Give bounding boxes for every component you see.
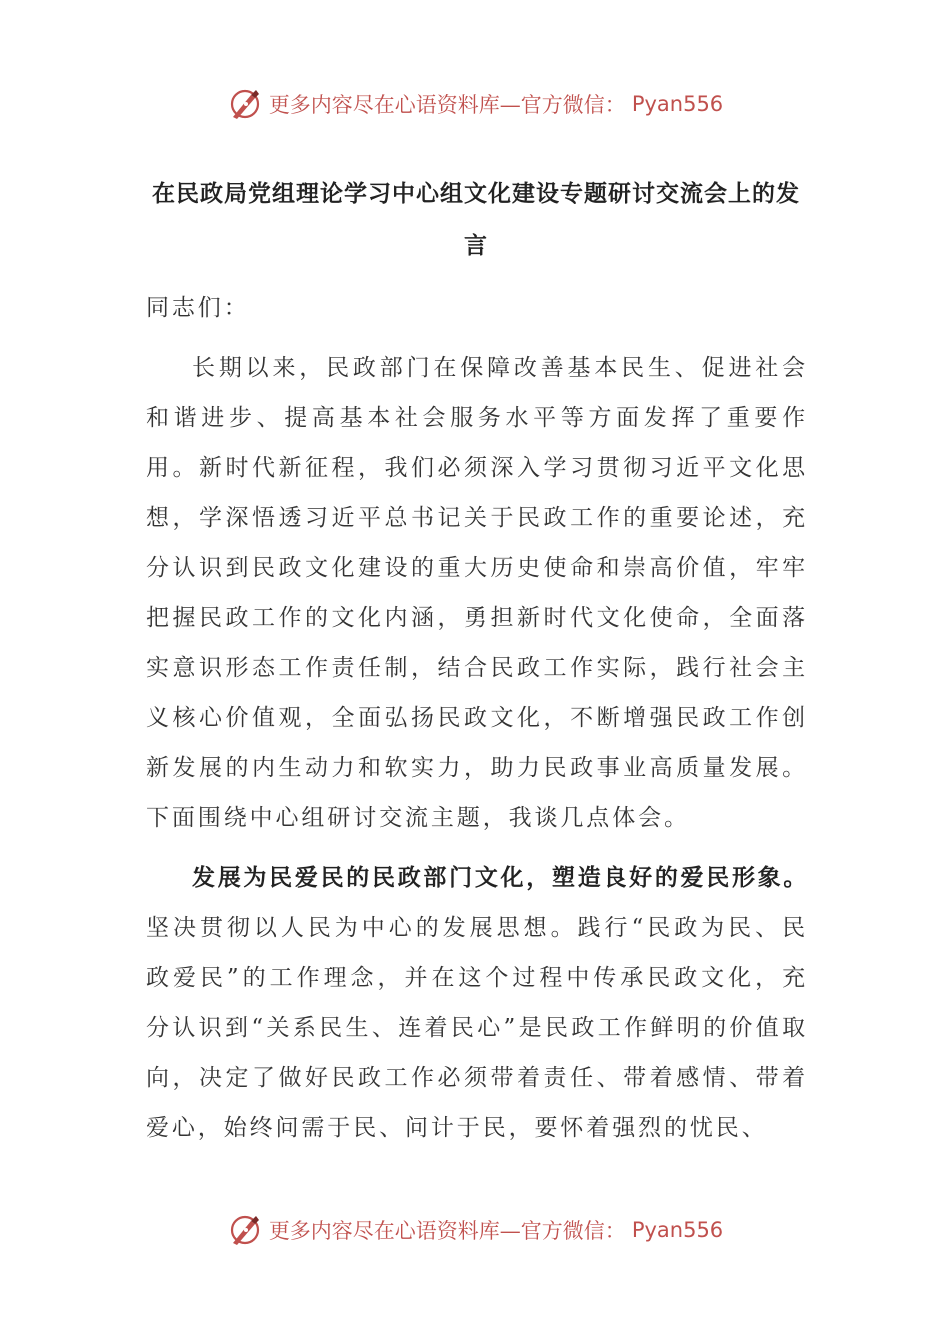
banner-text: 更多内容尽在心语资料库—官方微信：: [268, 1219, 626, 1243]
pen-nib-circle-icon: [227, 1212, 263, 1248]
greeting: 同志们：: [146, 295, 250, 321]
footer-banner: [0, 1210, 950, 1250]
paragraph-section-1: [146, 853, 808, 1153]
wechat-id: Pyan556: [631, 92, 724, 116]
document-body: [146, 283, 808, 1153]
pen-nib-circle-icon: [227, 86, 263, 122]
header-banner: [0, 84, 950, 124]
section-heading: 发展为民爱民的民政部门文化，塑造良好的爱民形象。: [192, 865, 808, 891]
banner-text: 更多内容尽在心语资料库—官方微信：: [268, 93, 626, 117]
paragraph-intro: 长期以来，民政部门在保障改善基本民生、促进社会和谐进步、提高基本社会服务水平等方面发挥了重要作用。新时代新征程，我们必须深入学习贯彻习近平文化思想，学深悟透习近平总书记关于民政工作的重要论述，充分认识到民政文化建设的重大历史使命和崇高价值，牢牢把握民政工作的文化内涵，勇担新时代文化使命，全面落实意识形态工作责任制，结合民政工作实际，践行社会主义核心价值观，全面弘扬民政文化，不断增强民政工作创新发展的内生动力和软实力，助力民政事业高质量发展。下面围绕中心组研讨交流主题，我谈几点体会。: [146, 355, 808, 831]
wechat-id: Pyan556: [631, 1218, 724, 1242]
section-body: 坚决贯彻以人民为中心的发展思想。践行“民政为民、民政爱民”的工作理念，并在这个过程中传承民政文化，充分认识到“关系民生、连着民心”是民政工作鲜明的价值取向，决定了做好民政工作必须带着责任、带着感情、带着爱心，始终问需于民、问计于民，要怀着强烈的忧民、: [146, 915, 808, 1141]
document-title: 在民政局党组理论学习中心组文化建设专题研讨交流会上的发言: [152, 181, 800, 259]
